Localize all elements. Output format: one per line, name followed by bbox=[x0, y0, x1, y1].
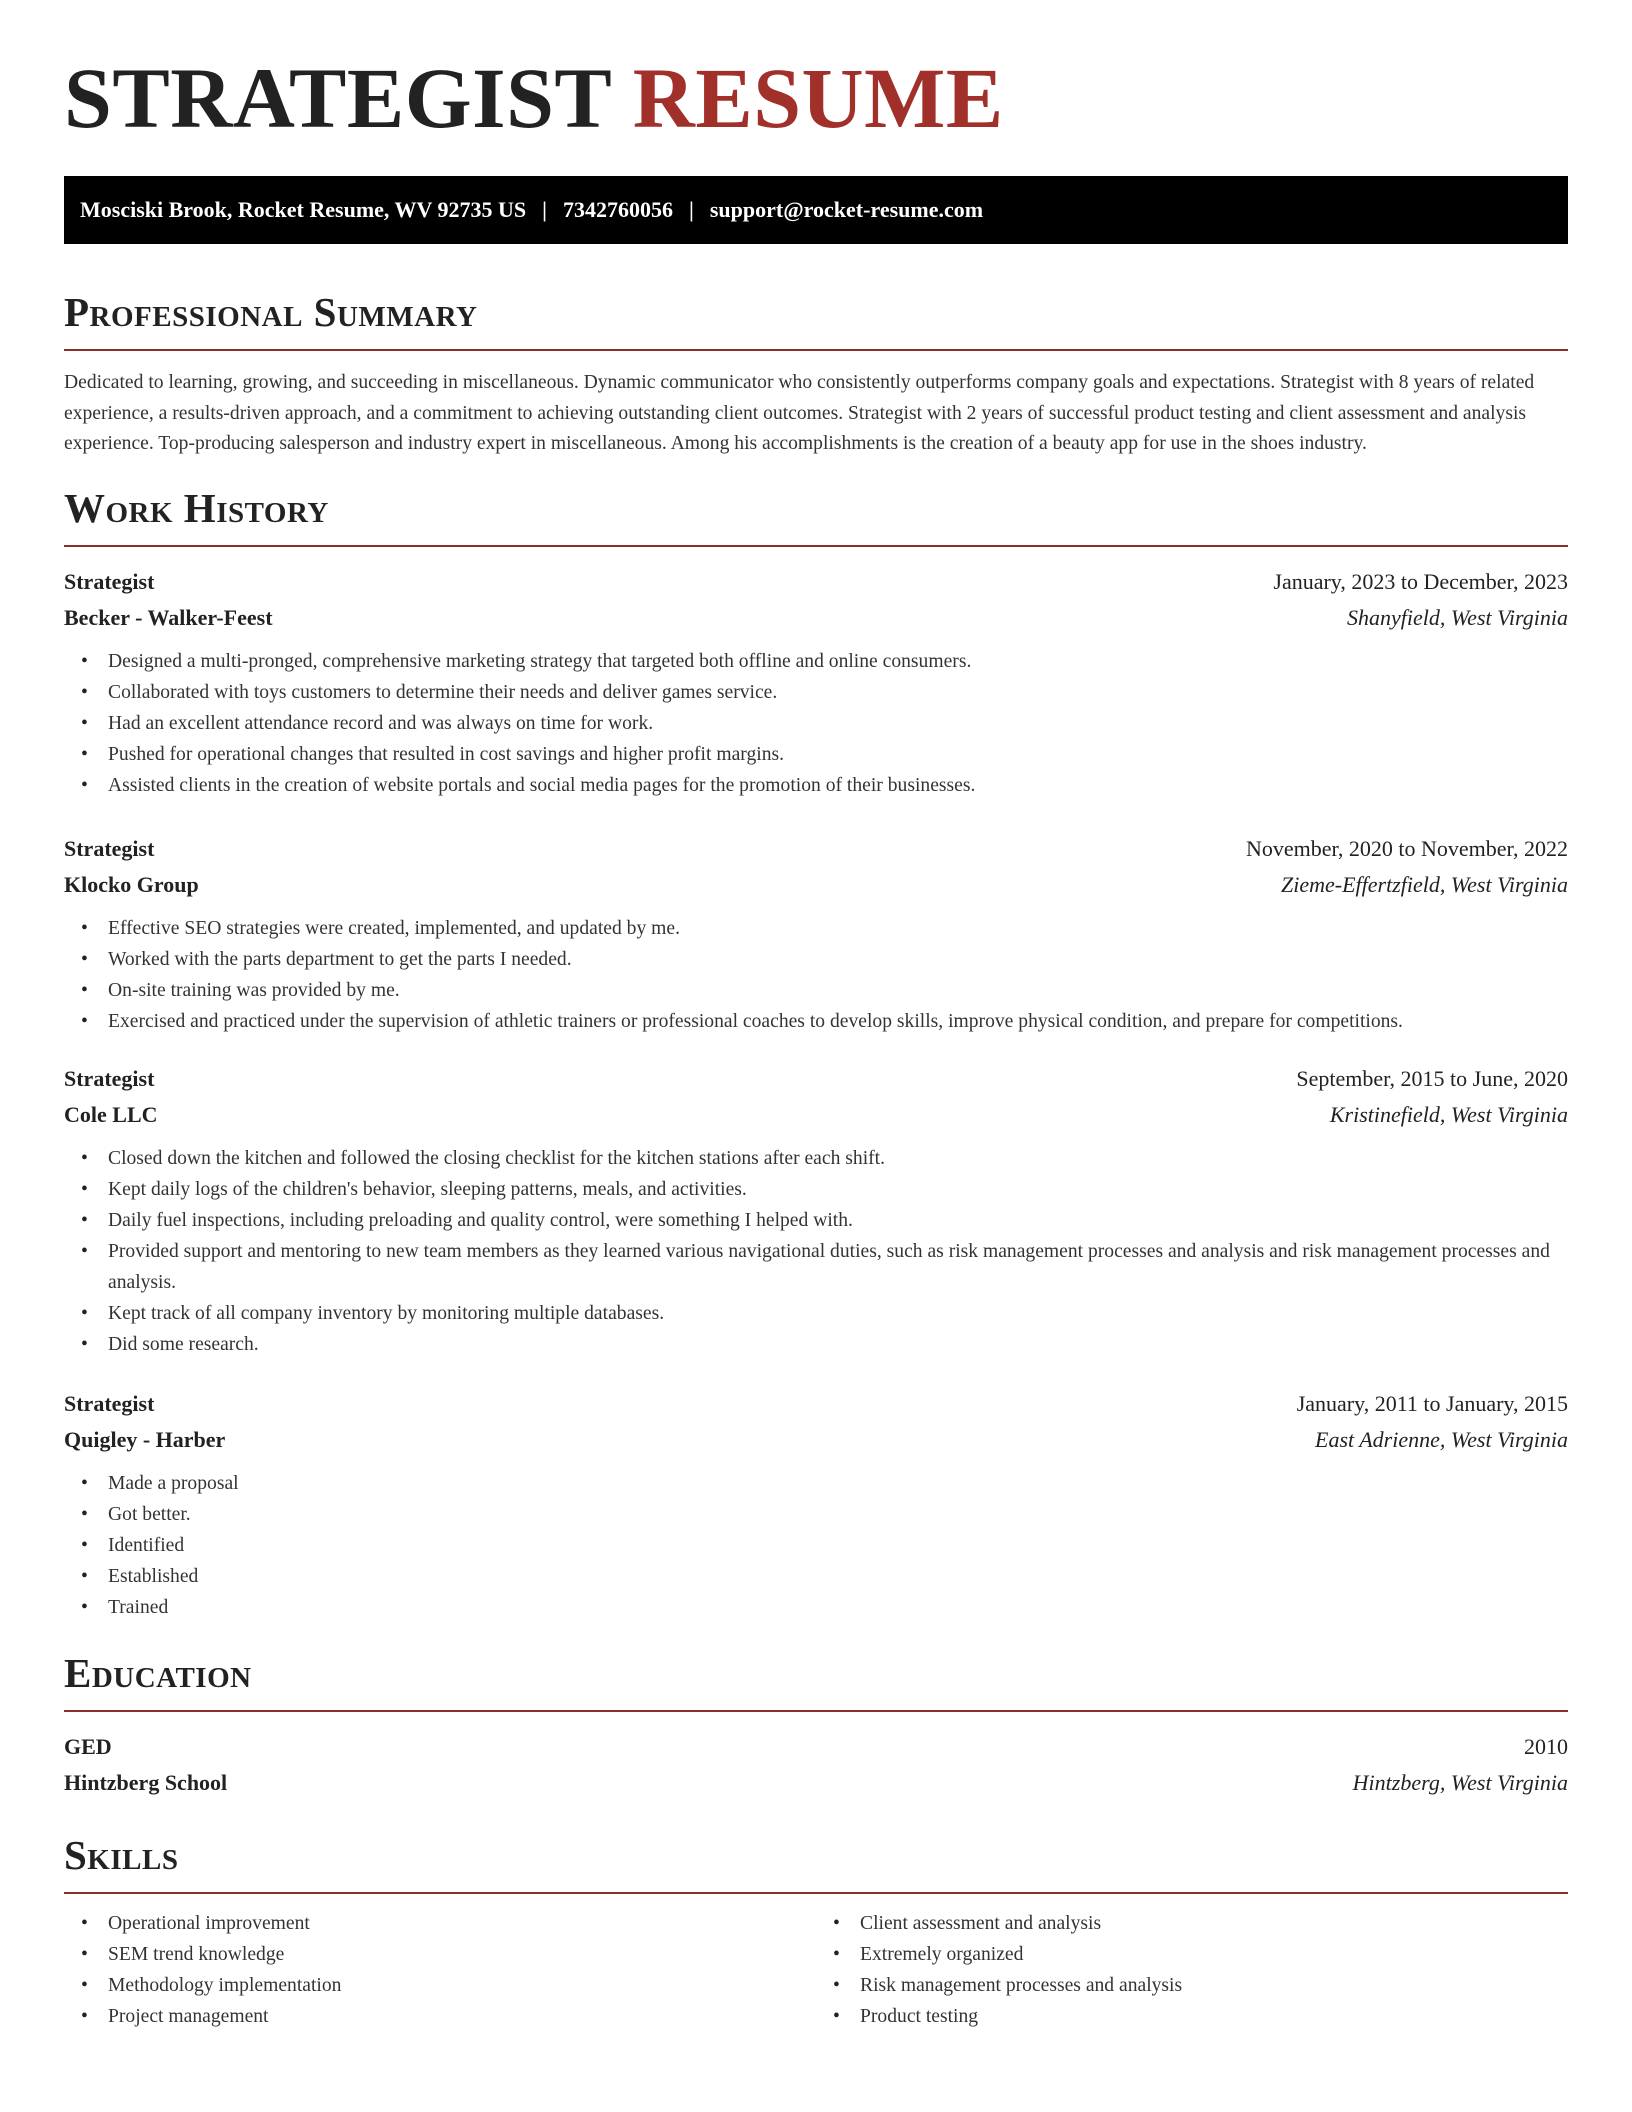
section-divider bbox=[64, 1710, 1568, 1712]
list-item: • Designed a multi-pronged, comprehensive marketing strategy that targeted both offline and online consumers. bbox=[108, 646, 1568, 677]
education-location: Hintzberg, West Virginia bbox=[1352, 1769, 1568, 1795]
list-item: • Established bbox=[108, 1561, 1568, 1592]
list-item: • Assisted clients in the creation of website portals and social media pages for the promotion of their businesses. bbox=[108, 770, 1568, 801]
skill-item: • Project management bbox=[108, 2001, 816, 2032]
summary-text: Dedicated to learning, growing, and succeeding in miscellaneous. Dynamic communicator who consistently outperforms company goals and expectations. Strategist with 8 years of related experience, a results-driven approach, and a commitment to achieving outstanding client outcomes. Strategist with 2 years of successful product testing and client assessment and analysis experience. Top-producing salesperson and industry expert in miscellaneous. Among his accomplishments is the creation of a beauty app for use in the shoes industry. bbox=[64, 372, 1535, 454]
summary-section bbox=[64, 289, 1568, 460]
job-company: Becker - Walker-Feest bbox=[64, 604, 273, 630]
job-dates: January, 2011 to January, 2015 bbox=[1296, 1390, 1568, 1416]
list-item: • Closed down the kitchen and followed the closing checklist for the kitchen stations after each shift. bbox=[108, 1143, 1568, 1174]
job-location: Kristinefield, West Virginia bbox=[1329, 1101, 1568, 1127]
title-main: STRATEGIST bbox=[64, 50, 611, 146]
contact-separator: | bbox=[688, 197, 694, 222]
job-dates: November, 2020 to November, 2022 bbox=[1245, 835, 1568, 861]
job-location: Shanyfield, West Virginia bbox=[1347, 604, 1568, 630]
job-dates: January, 2023 to December, 2023 bbox=[1273, 568, 1568, 594]
job-company: Cole LLC bbox=[64, 1101, 158, 1127]
list-item: • Pushed for operational changes that resulted in cost savings and higher profit margins. bbox=[108, 739, 1568, 770]
list-item: • Identified bbox=[108, 1530, 1568, 1561]
job-title: Strategist bbox=[64, 568, 155, 594]
job-bullets bbox=[64, 1143, 1568, 1360]
job-company: Quigley - Harber bbox=[64, 1426, 226, 1452]
list-item: • Did some research. bbox=[108, 1329, 1568, 1360]
skill-item: • Operational improvement bbox=[108, 1908, 816, 1939]
contact-separator: | bbox=[542, 197, 547, 222]
education-year: 2010 bbox=[1524, 1733, 1568, 1759]
job-entry bbox=[64, 831, 1568, 1037]
skill-item: • Risk management processes and analysis bbox=[860, 1970, 1568, 2001]
education-degree: GED bbox=[64, 1733, 112, 1759]
job-bullets bbox=[64, 913, 1568, 1037]
job-dates: September, 2015 to June, 2020 bbox=[1296, 1065, 1568, 1091]
job-title: Strategist bbox=[64, 1065, 155, 1091]
list-item: • Effective SEO strategies were created, implemented, and updated by me. bbox=[108, 913, 1568, 944]
list-item: • Exercised and practiced under the supervision of athletic trainers or professional coaches to develop skills, improve physical condition, and prepare for competitions. bbox=[108, 1006, 1568, 1037]
job-location: Zieme-Effertzfield, West Virginia bbox=[1281, 871, 1568, 897]
skill-item: • Methodology implementation bbox=[108, 1970, 816, 2001]
education-section bbox=[64, 1649, 1568, 1801]
contact-address: Mosciski Brook, Rocket Resume, WV 92735 US bbox=[80, 197, 527, 222]
list-item: • Trained bbox=[108, 1592, 1568, 1623]
contact-bar bbox=[64, 176, 1568, 244]
job-entry bbox=[64, 564, 1568, 801]
contact-email: support@rocket-resume.com bbox=[709, 197, 984, 222]
list-item: • Kept track of all company inventory by monitoring multiple databases. bbox=[108, 1298, 1568, 1329]
list-item: • Made a proposal bbox=[108, 1468, 1568, 1499]
list-item: • On-site training was provided by me. bbox=[108, 975, 1568, 1006]
skill-item: • Extremely organized bbox=[860, 1939, 1568, 1970]
job-title: Strategist bbox=[64, 835, 155, 861]
job-entry bbox=[64, 1386, 1568, 1623]
section-divider bbox=[64, 1892, 1568, 1894]
skills-heading: Skills bbox=[64, 1831, 179, 1878]
section-divider bbox=[64, 349, 1568, 351]
summary-heading: Professional Summary bbox=[64, 289, 478, 335]
resume-title bbox=[64, 0, 1568, 146]
list-item: • Collaborated with toys customers to determine their needs and deliver games service. bbox=[108, 677, 1568, 708]
skill-item: • SEM trend knowledge bbox=[108, 1939, 816, 1970]
job-company: Klocko Group bbox=[64, 871, 199, 897]
title-accent: RESUME bbox=[632, 50, 1004, 146]
job-bullets bbox=[64, 646, 1568, 801]
job-bullets bbox=[64, 1468, 1568, 1623]
list-item: • Got better. bbox=[108, 1499, 1568, 1530]
list-item: • Kept daily logs of the children's behavior, sleeping patterns, meals, and activities. bbox=[108, 1174, 1568, 1205]
work-history-section bbox=[64, 484, 1568, 1623]
job-entry bbox=[64, 1061, 1568, 1360]
skills-list-right bbox=[816, 1908, 1568, 2032]
skill-item: • Client assessment and analysis bbox=[860, 1908, 1568, 1939]
skill-item: • Product testing bbox=[860, 2001, 1568, 2032]
skills-columns bbox=[64, 1908, 1568, 2032]
job-location: East Adrienne, West Virginia bbox=[1315, 1426, 1568, 1452]
contact-phone: 7342760056 bbox=[562, 197, 673, 222]
job-title: Strategist bbox=[64, 1390, 155, 1416]
list-item: • Worked with the parts department to get the parts I needed. bbox=[108, 944, 1568, 975]
list-item: • Had an excellent attendance record and was always on time for work. bbox=[108, 708, 1568, 739]
work-history-heading: Work History bbox=[64, 484, 329, 531]
education-school: Hintzberg School bbox=[64, 1769, 228, 1795]
education-heading: Education bbox=[64, 1649, 252, 1696]
list-item: • Provided support and mentoring to new team members as they learned various navigational duties, such as risk management processes and analysis and risk management processes and analysis. bbox=[108, 1236, 1568, 1298]
section-divider bbox=[64, 545, 1568, 547]
list-item: • Daily fuel inspections, including preloading and quality control, were something I helped with. bbox=[108, 1205, 1568, 1236]
skills-section bbox=[64, 1831, 1568, 2032]
skills-list-left bbox=[64, 1908, 816, 2032]
